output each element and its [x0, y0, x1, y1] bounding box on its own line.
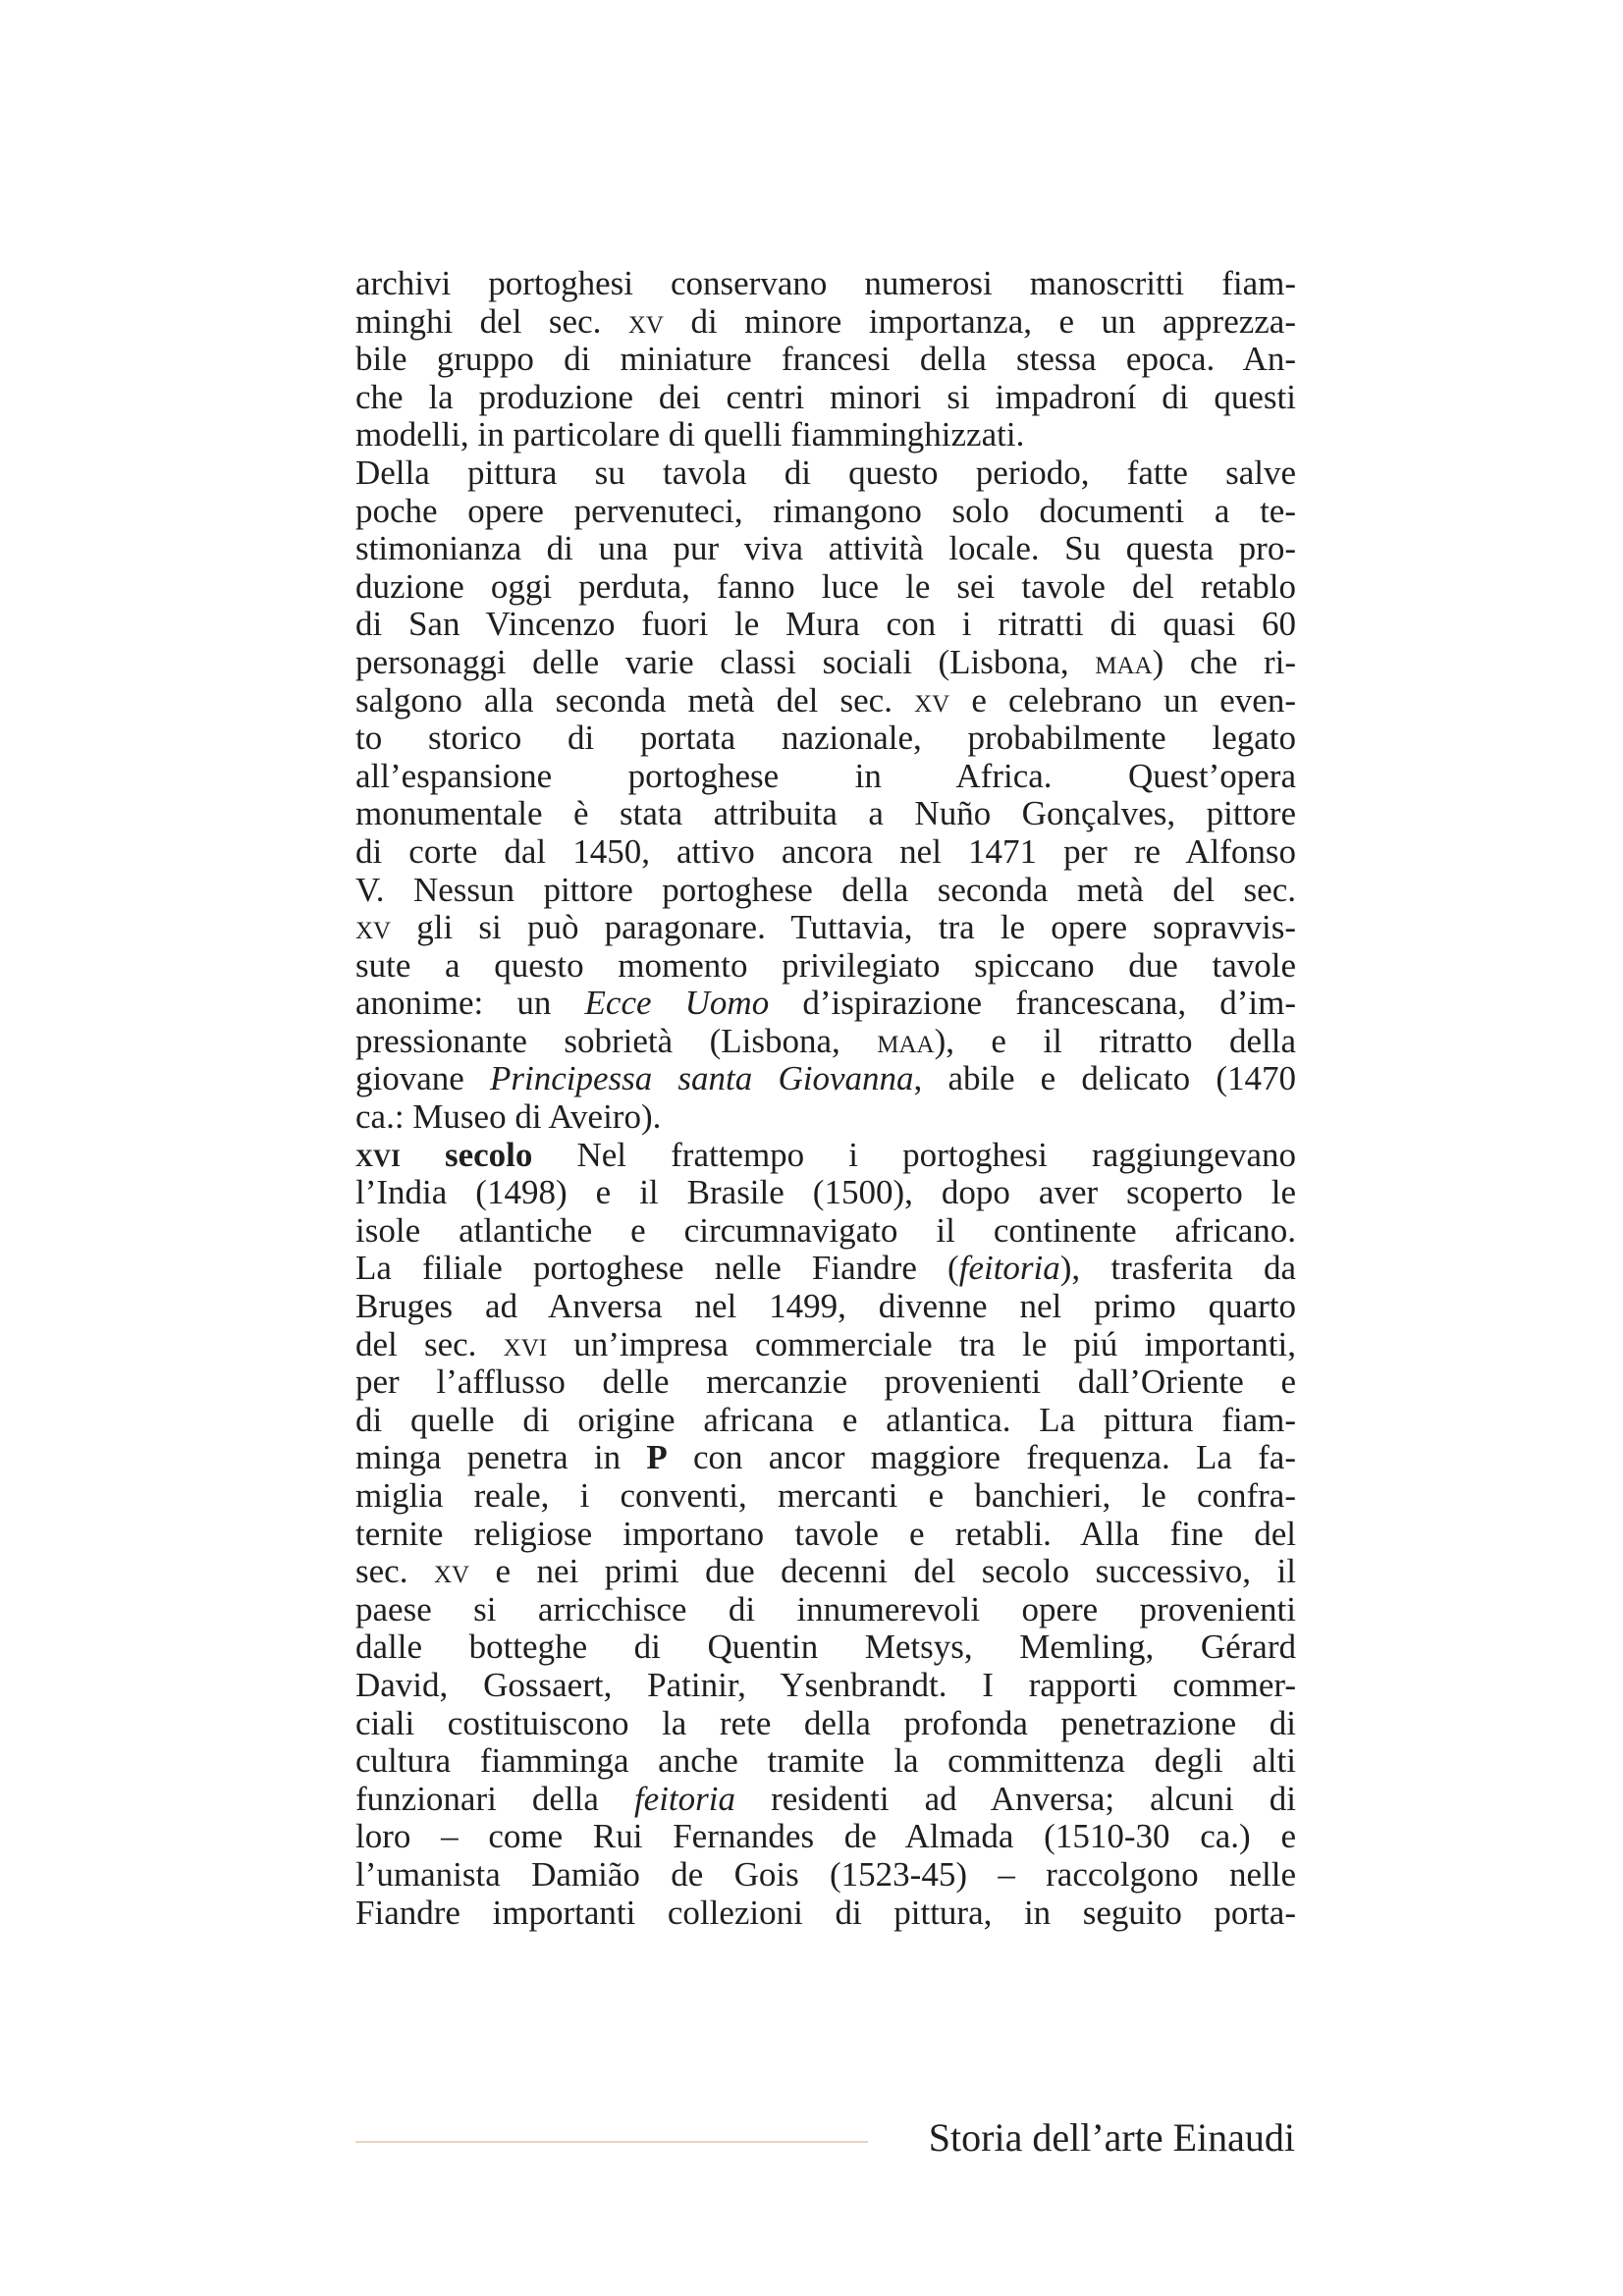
text-line: l’umanista Damião de Gois (1523-45) – raccolgono nelle [355, 1854, 1296, 1894]
text-line: ca.: Museo di Aveiro). [355, 1097, 662, 1137]
text-line: di San Vincenzo fuori le Mura con i ritratti di quasi 60 [355, 605, 1296, 644]
text-line: di quelle di origine africana e atlantica. La pittura fiam- [355, 1400, 1296, 1439]
text-line: salgono alla seconda metà del sec. xv e celebrano un even- [355, 680, 1297, 720]
text-line: ciali costituiscono la rete della profonda penetrazione di [355, 1703, 1296, 1742]
footer-title: Storia dell’arte Einaudi [928, 2115, 1295, 2160]
text-line: miglia reale, i conventi, mercanti e banchieri, le confra- [355, 1476, 1296, 1515]
text-line: sute a questo momento privilegiato spiccano due tavole [355, 945, 1296, 985]
text-line: isole atlantiche e circumnavigato il continente africano. [355, 1210, 1296, 1250]
text-line: cultura fiamminga anche tramite la committenza degli alti [355, 1741, 1296, 1781]
text-line: to storico di portata nazionale, probabilmente legato [355, 719, 1296, 758]
text-line: sec. xv e nei primi due decenni del secolo successivo, il [355, 1552, 1296, 1591]
text-line: Della pittura su tavola di questo periodo, fatte salve [355, 453, 1296, 492]
text-line: archivi portoghesi conservano numerosi manoscritti fiam- [355, 264, 1296, 302]
text-line: dalle botteghe di Quentin Metsys, Memling, Gérard [355, 1628, 1296, 1667]
text-line: del sec. xvi un’impresa commerciale tra le piú importanti, [355, 1324, 1296, 1363]
text-line: all’espansione portoghese in Africa. Quest’opera [355, 756, 1296, 795]
text-line: xv gli si può paragonare. Tuttavia, tra le opere sopravvis- [355, 908, 1296, 947]
text-line: funzionari della feitoria residenti ad Anversa; alcuni di [355, 1779, 1296, 1818]
text-line: giovane Principessa santa Giovanna, abile e delicato (1470 [355, 1059, 1297, 1098]
text-line: pressionante sobrietà (Lisbona, maa), e il ritratto della [355, 1021, 1296, 1060]
text-line: minga penetra in P con ancor maggiore frequenza. La fa- [355, 1438, 1296, 1477]
text-line: monumentale è stata attribuita a Nuño Gonçalves, pittore [355, 794, 1296, 833]
text-line: duzione oggi perduta, fanno luce le sei tavole del retablo [355, 566, 1296, 606]
text-line: che la produzione dei centri minori si impadroní di questi [355, 377, 1296, 416]
text-line: poche opere pervenuteci, rimangono solo documenti a te- [355, 491, 1296, 530]
text-line: David, Gossaert, Patinir, Ysenbrandt. I rapporti commer- [355, 1665, 1296, 1704]
text-line: paese si arricchisce di innumerevoli opere provenienti [355, 1589, 1296, 1629]
text-line: ternite religiose importano tavole e retabli. Alla fine del [355, 1514, 1296, 1553]
text-line: xvi secolo Nel frattempo i portoghesi raggiungevano [355, 1135, 1296, 1174]
text-line: stimonianza di una pur viva attività locale. Su questa pro- [355, 529, 1296, 568]
text-line: anonime: un Ecce Uomo d’ispirazione francescana, d’im- [355, 984, 1296, 1023]
text-line: La filiale portoghese nelle Fiandre (feitoria), trasferita da [355, 1249, 1296, 1288]
text-line: l’India (1498) e il Brasile (1500), dopo aver scoperto le [355, 1173, 1296, 1212]
text-line: bile gruppo di miniature francesi della stessa epoca. An- [355, 340, 1296, 379]
text-line: personaggi delle varie classi sociali (Lisbona, maa) che ri- [355, 642, 1296, 681]
text-line: modelli, in particolare di quelli fiamminghizzati. [355, 415, 1025, 454]
footer-divider [355, 2141, 868, 2143]
body-text [355, 265, 1296, 1932]
text-line: di corte dal 1450, attivo ancora nel 1471 per re Alfonso [355, 831, 1296, 871]
text-line: minghi del sec. xv di minore importanza, e un apprezza- [355, 301, 1296, 341]
text-line: loro – come Rui Fernandes de Almada (1510-30 ca.) e [355, 1817, 1296, 1856]
text-line: Fiandre importanti collezioni di pittura, in seguito porta- [355, 1893, 1296, 1932]
text-line: Bruges ad Anversa nel 1499, divenne nel primo quarto [355, 1287, 1296, 1326]
text-line: per l’afflusso delle mercanzie provenienti dall’Oriente e [355, 1362, 1296, 1402]
text-line: V. Nessun pittore portoghese della seconda metà del sec. [355, 870, 1296, 909]
